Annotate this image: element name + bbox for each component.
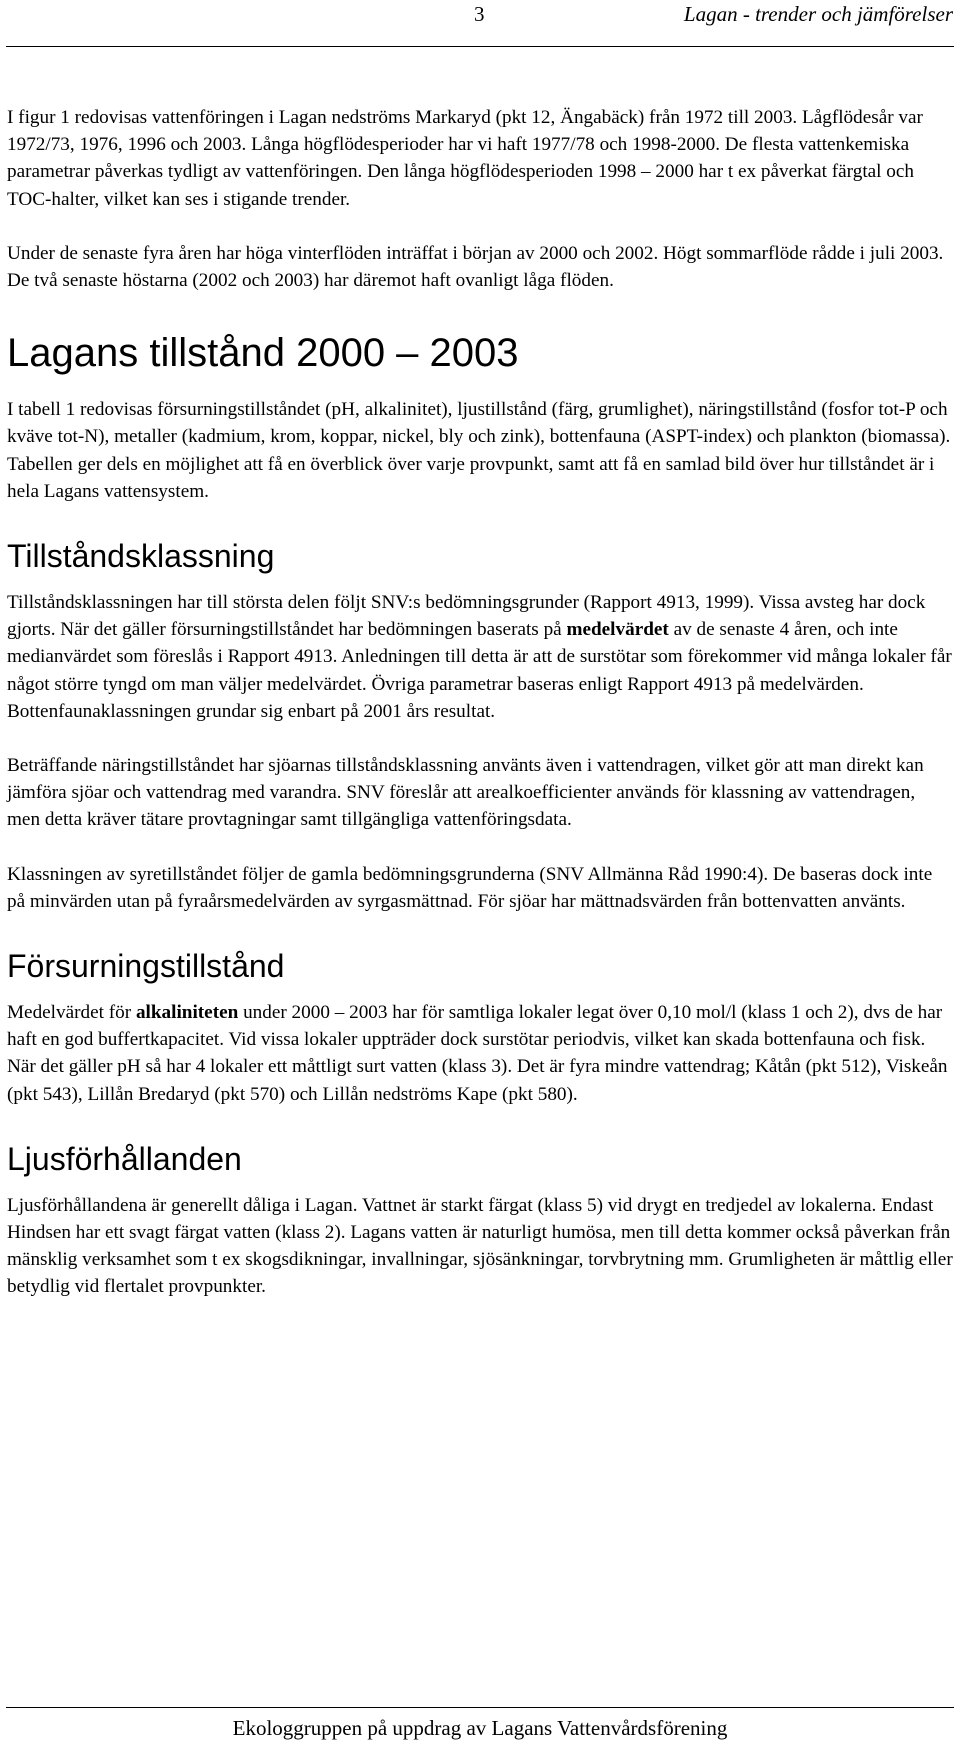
section-heading-acidification: Försurningstillstånd xyxy=(7,948,285,985)
intro-paragraph-2: Under de senaste fyra åren har höga vinterflöden inträffat i början av 2000 och 2002. Högt sommarflöde rådde i juli 2003. De två senaste höstarna (2002 och 2003) har däremot haft ovanligt låga flöden. xyxy=(7,242,944,292)
classification-paragraph-3: Klassningen av syretillståndet följer de gamla bedömningsgrunderna (SNV Allmänna Råd 1990:4). De baseras dock inte på minvärden utan på fyraårsmedelvärden av syrgasmättnad. För sjöar har mättnadsvärden från bottenvatten använts. xyxy=(7,863,933,912)
classification-text-b: av de senaste 4 åren, och inte medianvärdet som föreslås i Rapport 4913. Anledningen till detta är att de surstötar som förekommer vid många lokaler får något större tyngd om man väljer medelvärdet. Övriga parametrar baseras enligt Rapport 4913 på medelvärden. Bottenfaunaklassningen grundar sig enbart på 2001 års resultat. xyxy=(7,619,952,722)
footer-text: Ekologgruppen på uppdrag av Lagans Vattenvårdsförening xyxy=(232,1716,728,1740)
section-heading-status: Lagans tillstånd 2000 – 2003 xyxy=(7,331,519,376)
intro-paragraph-1: I figur 1 redovisas vattenföringen i Lagan nedströms Markaryd (pkt 12, Ängabäck) från 1972 till 2003. Lågflödesår var 1972/73, 1976, 1996 och 2003. Långa högflödesperioder har vi haft 1977/78 och 1998-2000. De flesta vattenkemiska parametrar påverkas tydligt av vattenföringen. Den långa högflödesperioden 1998 – 2000 har t ex påverkat färgtal och TOC-halter, vilket kan ses i stigande trender. xyxy=(7,107,923,210)
status-paragraph: I tabell 1 redovisas försurningstillståndet (pH, alkalinitet), ljustillstånd (färg, grumlighet), näringstillstånd (fosfor tot-P och kväve tot-N), metaller (kadmium, krom, koppar, nickel, bly och zink), bottenfauna (ASPT-index) och plankton (biomassa). Tabellen ger dels en möjlighet att få en överblick över varje provpunkt, samt att få en samlad bild över hur tillståndet är i hela Lagans vattensystem. xyxy=(7,399,951,502)
section-heading-light: Ljusförhållanden xyxy=(7,1140,242,1177)
light-paragraph: Ljusförhållandena är generellt dåliga i Lagan. Vattnet är starkt färgat (klass 5) vid drygt en tredjedel av lokalerna. Endast Hindsen har ett svagt färgat vatten (klass 2). Lagans vatten är naturligt humösa, men till detta kommer också påverkan från mänsklig verksamhet som t ex skogsdikningar, invallningar, sjösänkningar, torvbrytning mm. Grumligheten är måttlig eller betydlig vid flertalet provpunkter. xyxy=(7,1194,953,1298)
page-number: 3 xyxy=(474,2,485,26)
classification-text-a: Tillståndsklassningen har till största delen följt SNV:s bedömningsgrunder (Rapport 4913, 1999). Vissa avsteg har dock gjorts. När det gäller försurningstillståndet har bedömningen baserats på xyxy=(7,592,926,641)
classification-bold-term: medelvärdet xyxy=(566,619,669,641)
acidification-paragraph xyxy=(7,999,953,1108)
header-divider xyxy=(6,46,954,47)
acidification-text-a: Medelvärdet för xyxy=(7,1002,136,1024)
acidification-text-b: under 2000 – 2003 har för samtliga lokaler legat över 0,10 mol/l (klass 1 och 2), dvs de har haft en god buffertkapacitet. Vid vissa lokaler uppträder dock surstötar periodvis, vilket kan skada bottenfauna och fisk. När det gäller pH så har 4 lokaler ett måttligt surt vatten (klass 3). Det är fyra mindre vattendrag; Kåtån (pkt 512), Viskeån (pkt 543), Lillån Bredaryd (pkt 570) och Lillån nedströms Kape (pkt 580). xyxy=(7,1002,948,1105)
document-body xyxy=(7,104,953,1301)
running-header-title: Lagan - trender och jämförelser xyxy=(683,2,953,26)
section-heading-classification: Tillståndsklassning xyxy=(7,538,275,575)
classification-paragraph-1 xyxy=(7,589,953,725)
classification-paragraph-2: Beträffande näringstillståndet har sjöarnas tillståndsklassning använts även i vattendragen, vilket gör att man direkt kan jämföra sjöar och vattendrag med varandra. SNV föreslår att arealkoefficienter används för klassning av vattendragen, men detta kräver tätare provtagningar samt tillgängliga vattenföringsdata. xyxy=(7,755,924,831)
acidification-bold-term: alkaliniteten xyxy=(135,1002,239,1024)
footer-divider xyxy=(6,1707,954,1708)
